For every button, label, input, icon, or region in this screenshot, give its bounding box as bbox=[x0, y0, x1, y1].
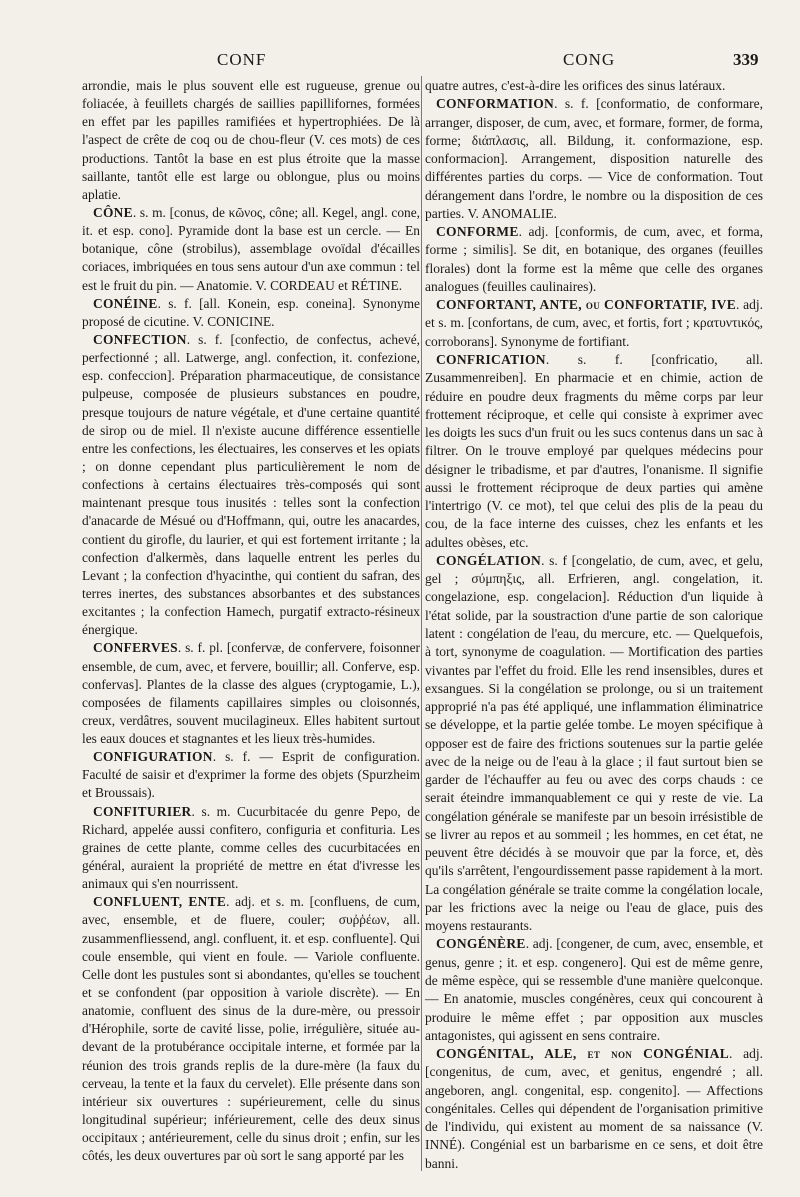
entry-conforme: CONFORME. adj. [conformis, de cum, avec, et forma, forme ; similis]. Se dit, en botanique, des organes (feuilles florales) dont la forme est la même que celle des organes analogues (feuilles caulinaires). bbox=[425, 224, 763, 294]
headword: CONFLUENT, ENTE bbox=[93, 894, 227, 910]
entry-congenere: CONGÉNÈRE. adj. [congener, de cum, avec, ensemble, et genus, genre ; it. et esp. congenero]. Qui est de même genre, de même espèce, qui se ressemble d'une manière quelconque. — En anatomie, muscles congénères, ceux qui concourent à produire le même effet ; par opposition aux muscles antagonistes, qui agissent en sens contraire. bbox=[425, 936, 763, 1043]
right-column bbox=[425, 77, 763, 1173]
page-number: 339 bbox=[733, 50, 759, 69]
headword: CONGÉNITAL, ALE, et non CONGÉNIAL bbox=[436, 1046, 730, 1062]
entry-conformation: CONFORMATION. s. f. [conformatio, de conformare, arranger, disposer, de cum, avec, et formare, former, de forma, forme; διάπλασις, all. Bildung, it. conformazione, esp. conformacion]. Arrangement, disposition naturelle des différentes parties du corps. — Vice de conformation. Tout dérangement dans l'ordre, le nombre ou la disposition de ces parties. V. ANOMALIE. bbox=[425, 96, 763, 221]
entry-conferves: CONFERVES. s. f. pl. [confervæ, de confervere, foisonner ensemble, de cum, avec, et fervere, bouillir; all. Conferve, esp. confervas]. Plantes de la classe des algues (cryptogamie, L.), composées de filaments capillaires simples ou cloisonnés, creux, verdâtres, souvent mucilagineux. Elles habitent surtout les eaux douces et stagnantes et les lieux très-humides. bbox=[82, 640, 420, 747]
entry-confiturier: CONFITURIER. s. m. Cucurbitacée du genre Pepo, de Richard, appelée aussi confitero, configuria et confituria. Les graines de cette plante, comme celles des cucurbitacées en général, auraient la propriété de mettre en état d'ivresse les animaux qui s'en nourrissent. bbox=[82, 803, 420, 892]
left-column bbox=[82, 77, 420, 1165]
headword: CONFERVES bbox=[93, 640, 178, 656]
entry-confection: CONFECTION. s. f. [confectio, de confectus, achevé, perfectionné ; all. Latwerge, angl. confection, it. confezione, esp. confeccion]. Préparation pharmaceutique, de consistance pulpeuse, composée de plusieurs substances en poudre, presque toujours de nature végétale, et d'une certaine quantité de sirop ou de miel. Il n'existe aucune différence essentielle entre les confections, les électuaires, les conserves et les opiats ; on donne cependant plus particulièrement le nom de confections à certains électuaires très-composés qui sont maintenant presque tous inusités : telles sont la confection d'anacarde de Mésué ou d'Hoffmann, qui, outre les anacardes, contient du girofle, du laurier, et qui est fortement irritante ; la confection d'alkermès, dans laquelle entrent les perles du Levant ; la confection d'hyacinthe, qui contient du safran, des terres inertes, des substances absorbantes et des substances excitantes ; la confection Hamech, purgatif extracto-résineux énergique. bbox=[82, 331, 420, 638]
entry-confrication: CONFRICATION. s. f. [confricatio, all. Zusammenreiben]. En pharmacie et en chimie, action de réduire en poudre deux fragments du même corps par leur frottement réciproque, et celle qui consiste à exprimer avec les doigts les sucs d'un fruit ou les sucs contenus dans un sac à filtrer. On le trouve employé par quelques médecins pour désigner le tribadisme, et par d'autres, l'onanisme. Il signifie aussi le frottement réciproque de deux parties qui amène l'intertrigo (V. ce mot), tel que celui des plis de la peau du cou, de la face interne des cuisses, chez les enfants et les adultes obèses, etc. bbox=[425, 351, 763, 550]
entry-congenital: CONGÉNITAL, ALE, et non CONGÉNIAL. adj. [congenitus, de cum, avec, et genitus, engendré ; all. angeboren, angl. congenital, esp. congenito]. — Affections congénitales. Celles qui dépendent de l'organisation primitive de l'individu, qui existent au moment de sa naissance (V. INNÉ). Congénial est un barbarisme en ce sens, et doit être banni. bbox=[425, 1046, 763, 1171]
headword: CONFORTANT, ANTE, ou CONFORTATIF, IVE bbox=[436, 297, 737, 313]
headword: CONFORME bbox=[436, 224, 519, 240]
headword: CONFRICATION bbox=[436, 351, 546, 367]
headword: CONÉINE bbox=[93, 295, 158, 311]
header-right-guideword: CONG bbox=[563, 50, 616, 69]
entry-coneine: CONÉINE. s. f. [all. Konein, esp. coneina]. Synonyme proposé de cicutine. V. CONICINE. bbox=[82, 295, 420, 329]
column-divider bbox=[421, 76, 422, 1171]
entry-congelation: CONGÉLATION. s. f [congelatio, de cum, avec, et gelu, gel ; σύμπηξις, all. Erfrieren, angl. congelation, it. congelazione, esp. congelacion]. Réduction d'un liquide à l'état solide, par la soustraction d'une partie de son calorique latent : congélation de l'eau, du mercure, etc. — Quelquefois, à tort, synonyme de coagulation. — Mortification des parties vivantes par l'effet du froid. Elle les rend insensibles, dures et exsangues. Si la congélation se prolonge, ou si un traitement approprié n'a pas été appliqué, une inflammation éliminatrice se développe, et la partie gelée tombe. Le moyen spécifique à opposer est de faire des frictions soutenues sur la partie gelée avec de la neige ou de l'eau à la glace ; il faut surtout bien se garder de l'échauffer au feu ou avec des corps chauds : ce serait éteindre immanquablement ce qui y reste de vie. La congélation générale se manifeste par un besoin irrésistible de se livrer au repos et au sommeil ; les hommes, en cet état, ne peuvent être décidés à se mouvoir que par la force, et, dès qu'ils s'arrêtent, l'engourdissement passe rapidement à la mort. La congélation générale se traite comme la congélation locale, par les frictions avec la neige ou l'eau de glace, puis des moyens restaurants. bbox=[425, 552, 763, 934]
running-header bbox=[0, 50, 800, 74]
entry-confortant: CONFORTANT, ANTE, ou CONFORTATIF, IVE. adj. et s. m. [confortans, de cum, avec, et fortis, fort ; κρατυντικός, corroborans]. Synonyme de fortifiant. bbox=[425, 297, 763, 349]
headword: CONFORMATION bbox=[436, 96, 555, 112]
headword: CONFIGURATION bbox=[93, 749, 213, 765]
entry-confluent: CONFLUENT, ENTE. adj. et s. m. [confluens, de cum, avec, ensemble, et de fluere, couler; συῤῥέων, all. zusammenfliessend, angl. confluent, it. et esp. confluente]. Qui coule ensemble, qui vient en foule. — Variole confluente. Celle dont les pustules sont si abondantes, qu'elles se touchent et se confondent (par opposition à variole discrète). — En anatomie, confluent des sinus de la dure-mère, ou pressoir d'Hérophile, sorte de cavité lisse, polie, irrégulière, située au-devant de la protubérance occipitale interne, et formée par la réunion des trois grands replis de la dure-mère (la faux du cerveau, la tente et la faux du cervelet). Elle présente dans son intérieur six ouvertures : supérieurement, celle du sinus longitudinal supérieur; inférieurement, celle des deux sinus occipitaux ; antérieurement, celle du sinus droit ; enfin, sur les côtés, les deux ouvertures par où sort le sang apporté par les bbox=[82, 894, 421, 1164]
entry-cone: CÔNE. s. m. [conus, de κῶνος, cône; all. Kegel, angl. cone, it. et esp. cono]. Pyramide dont la base est un cercle. — En botanique, cône (strobilus), assemblage ovoïdal d'écailles coriaces, imbriquées en tous sens autour d'un axe commun : tel est le fruit du pin. — Anatomie. V. CORDEAU et RÉTINE. bbox=[82, 204, 420, 293]
headword: CONGÉNÈRE bbox=[436, 936, 526, 952]
headword: CÔNE bbox=[93, 204, 133, 220]
entry-continued: quatre autres, c'est-à-dire les orifices des sinus latéraux. bbox=[425, 78, 726, 93]
header-left-guideword: CONF bbox=[217, 50, 267, 69]
headword: CONFECTION bbox=[93, 331, 187, 347]
headword: CONFITURIER bbox=[93, 803, 192, 819]
headword: CONGÉLATION bbox=[436, 552, 542, 568]
entry-configuration: CONFIGURATION. s. f. — Esprit de configuration. Faculté de saisir et d'exprimer la forme des objets (Spurzheim et Broussais). bbox=[82, 749, 420, 801]
entry-continued: arrondie, mais le plus souvent elle est rugueuse, grenue ou foliacée, à feuillets chargés de saillies papillifornes, formées en effet par les papilles ramifiées et hypertrophiées. De là l'aspect de crête de coq ou de chou-fleur (V. ces mots) de ces productions. Tantôt la base en est plus étroite que la masse saillante, tantôt elle est large ou oblongue, plus ou moins aplatie. bbox=[82, 78, 420, 202]
